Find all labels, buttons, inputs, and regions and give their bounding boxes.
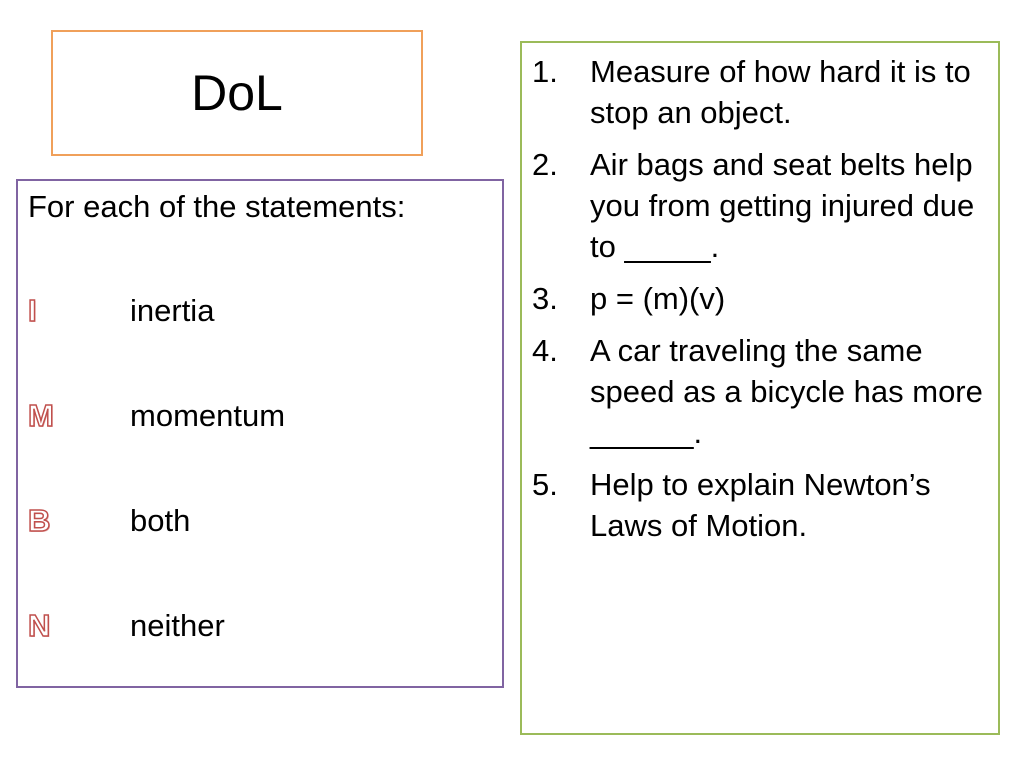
statement-number: 5.: [532, 467, 558, 502]
statement-item: [532, 464, 986, 546]
statement-number: 2.: [532, 147, 558, 182]
statement-number: 3.: [532, 281, 558, 316]
instructions-box: [16, 179, 504, 688]
code-letter: N: [28, 608, 51, 643]
statements-box: [520, 41, 1000, 735]
statement-number: 1.: [532, 54, 558, 89]
code-letter: I: [28, 293, 37, 328]
statement-text: Air bags and seat belts help you from getting injured due to _____.: [590, 147, 975, 264]
statement-text: A car traveling the same speed as a bicycle has more ______.: [590, 333, 983, 450]
slide-title: DoL: [191, 65, 283, 121]
statements-list: [532, 51, 986, 546]
statement-item: [532, 144, 986, 267]
code-letter: M: [28, 398, 54, 433]
code-row-momentum: [28, 396, 285, 436]
title-box: [51, 30, 423, 156]
code-letter: B: [28, 503, 51, 538]
statement-text: Measure of how hard it is to stop an object.: [590, 54, 971, 130]
code-word: momentum: [130, 398, 286, 433]
instructions-intro: For each of the statements:: [28, 189, 406, 224]
statement-text: p = (m)(v): [590, 281, 726, 316]
code-row-both: [28, 501, 190, 541]
code-word: neither: [130, 608, 225, 643]
code-row-inertia: [28, 291, 214, 331]
code-row-neither: [28, 606, 225, 646]
statement-item: [532, 51, 986, 133]
code-word: inertia: [130, 293, 215, 328]
code-word: both: [130, 503, 191, 538]
statement-number: 4.: [532, 333, 558, 368]
statement-item: [532, 330, 986, 453]
statement-text: Help to explain Newton’s Laws of Motion.: [590, 467, 931, 543]
statement-item: [532, 278, 986, 319]
